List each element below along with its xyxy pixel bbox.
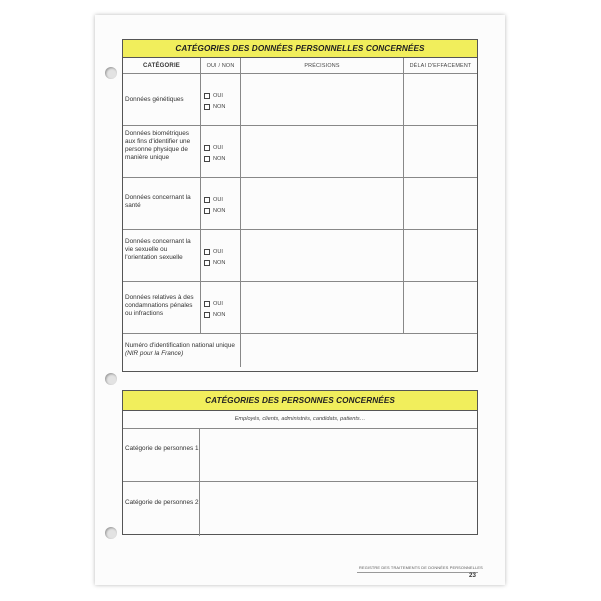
no-label: NON	[213, 208, 226, 215]
footer-title: REGISTRE DES TRAITEMENTS DE DONNÉES PERSONNELLES	[359, 565, 483, 570]
persons-table	[122, 390, 478, 535]
checkbox-icon[interactable]	[204, 145, 210, 151]
nir-note: (NIR pour la France)	[125, 350, 184, 357]
column-header-details: PRÉCISIONS	[241, 58, 404, 74]
no-option[interactable]	[204, 206, 240, 218]
table-row	[123, 126, 477, 178]
personal-data-title: CATÉGORIES DES DONNÉES PERSONNELLES CONCERNÉES	[123, 40, 477, 58]
yes-no-choice	[201, 74, 241, 126]
no-option[interactable]	[204, 102, 240, 114]
table-row	[123, 429, 477, 482]
deletion-delay-field[interactable]	[404, 178, 477, 230]
page-number: 23	[469, 572, 476, 579]
person-category-field[interactable]	[200, 482, 477, 536]
details-field[interactable]	[241, 74, 404, 126]
yes-no-choice	[201, 282, 241, 334]
binder-hole-icon	[105, 67, 117, 79]
nir-label-cell	[123, 334, 241, 367]
persons-examples: Employés, clients, administrés, candidats, patients…	[123, 411, 477, 429]
checkbox-icon[interactable]	[204, 312, 210, 318]
person-category-field[interactable]	[200, 429, 477, 482]
personal-data-table	[122, 39, 478, 372]
yes-no-choice	[201, 230, 241, 282]
checkbox-icon[interactable]	[204, 208, 210, 214]
table-row	[123, 178, 477, 230]
column-header-deletion-delay: DÉLAI D'EFFACEMENT	[404, 58, 477, 74]
no-label: NON	[213, 312, 226, 319]
yes-label: OUI	[213, 300, 223, 307]
checkbox-icon[interactable]	[204, 93, 210, 99]
checkbox-icon[interactable]	[204, 156, 210, 162]
row-category-label: Données relatives à des condamnations pénales ou infractions	[123, 282, 201, 334]
checkbox-icon[interactable]	[204, 301, 210, 307]
table-row	[123, 230, 477, 282]
row-category-label: Données concernant la santé	[123, 178, 201, 230]
table-row	[123, 74, 477, 126]
nir-field[interactable]	[241, 334, 477, 367]
checkbox-icon[interactable]	[204, 249, 210, 255]
deletion-delay-field[interactable]	[404, 126, 477, 178]
nir-label: Numéro d'identification national unique	[125, 342, 235, 349]
yes-no-choice	[201, 178, 241, 230]
persons-title: CATÉGORIES DES PERSONNES CONCERNÉES	[123, 391, 477, 411]
table-header	[123, 58, 477, 74]
yes-option[interactable]	[204, 90, 240, 102]
yes-label: OUI	[213, 144, 223, 151]
no-label: NON	[213, 260, 226, 267]
person-category-label: Catégorie de personnes 2	[123, 482, 200, 536]
deletion-delay-field[interactable]	[404, 74, 477, 126]
row-category-label: Données génétiques	[123, 74, 201, 126]
footer-divider	[357, 572, 478, 573]
column-header-category: CATÉGORIE	[123, 58, 201, 74]
table-row-nir	[123, 334, 477, 367]
yes-option[interactable]	[204, 298, 240, 310]
details-field[interactable]	[241, 230, 404, 282]
no-label: NON	[213, 104, 226, 111]
details-field[interactable]	[241, 178, 404, 230]
binder-hole-icon	[105, 527, 117, 539]
yes-no-choice	[201, 126, 241, 178]
form-page	[95, 15, 505, 585]
yes-label: OUI	[213, 248, 223, 255]
deletion-delay-field[interactable]	[404, 230, 477, 282]
column-header-yes-no: OUI / NON	[201, 58, 241, 74]
person-category-label: Catégorie de personnes 1	[123, 429, 200, 482]
yes-label: OUI	[213, 196, 223, 203]
table-row	[123, 282, 477, 334]
row-category-label: Données biométriques aux fins d'identifier une personne physique de manière unique	[123, 126, 201, 178]
no-label: NON	[213, 156, 226, 163]
yes-option[interactable]	[204, 246, 240, 258]
checkbox-icon[interactable]	[204, 104, 210, 110]
checkbox-icon[interactable]	[204, 260, 210, 266]
checkbox-icon[interactable]	[204, 197, 210, 203]
yes-option[interactable]	[204, 142, 240, 154]
details-field[interactable]	[241, 282, 404, 334]
binder-hole-icon	[105, 373, 117, 385]
deletion-delay-field[interactable]	[404, 282, 477, 334]
no-option[interactable]	[204, 258, 240, 270]
table-row	[123, 482, 477, 536]
row-category-label: Données concernant la vie sexuelle ou l'orientation sexuelle	[123, 230, 201, 282]
no-option[interactable]	[204, 310, 240, 322]
no-option[interactable]	[204, 154, 240, 166]
yes-option[interactable]	[204, 194, 240, 206]
details-field[interactable]	[241, 126, 404, 178]
yes-label: OUI	[213, 92, 223, 99]
